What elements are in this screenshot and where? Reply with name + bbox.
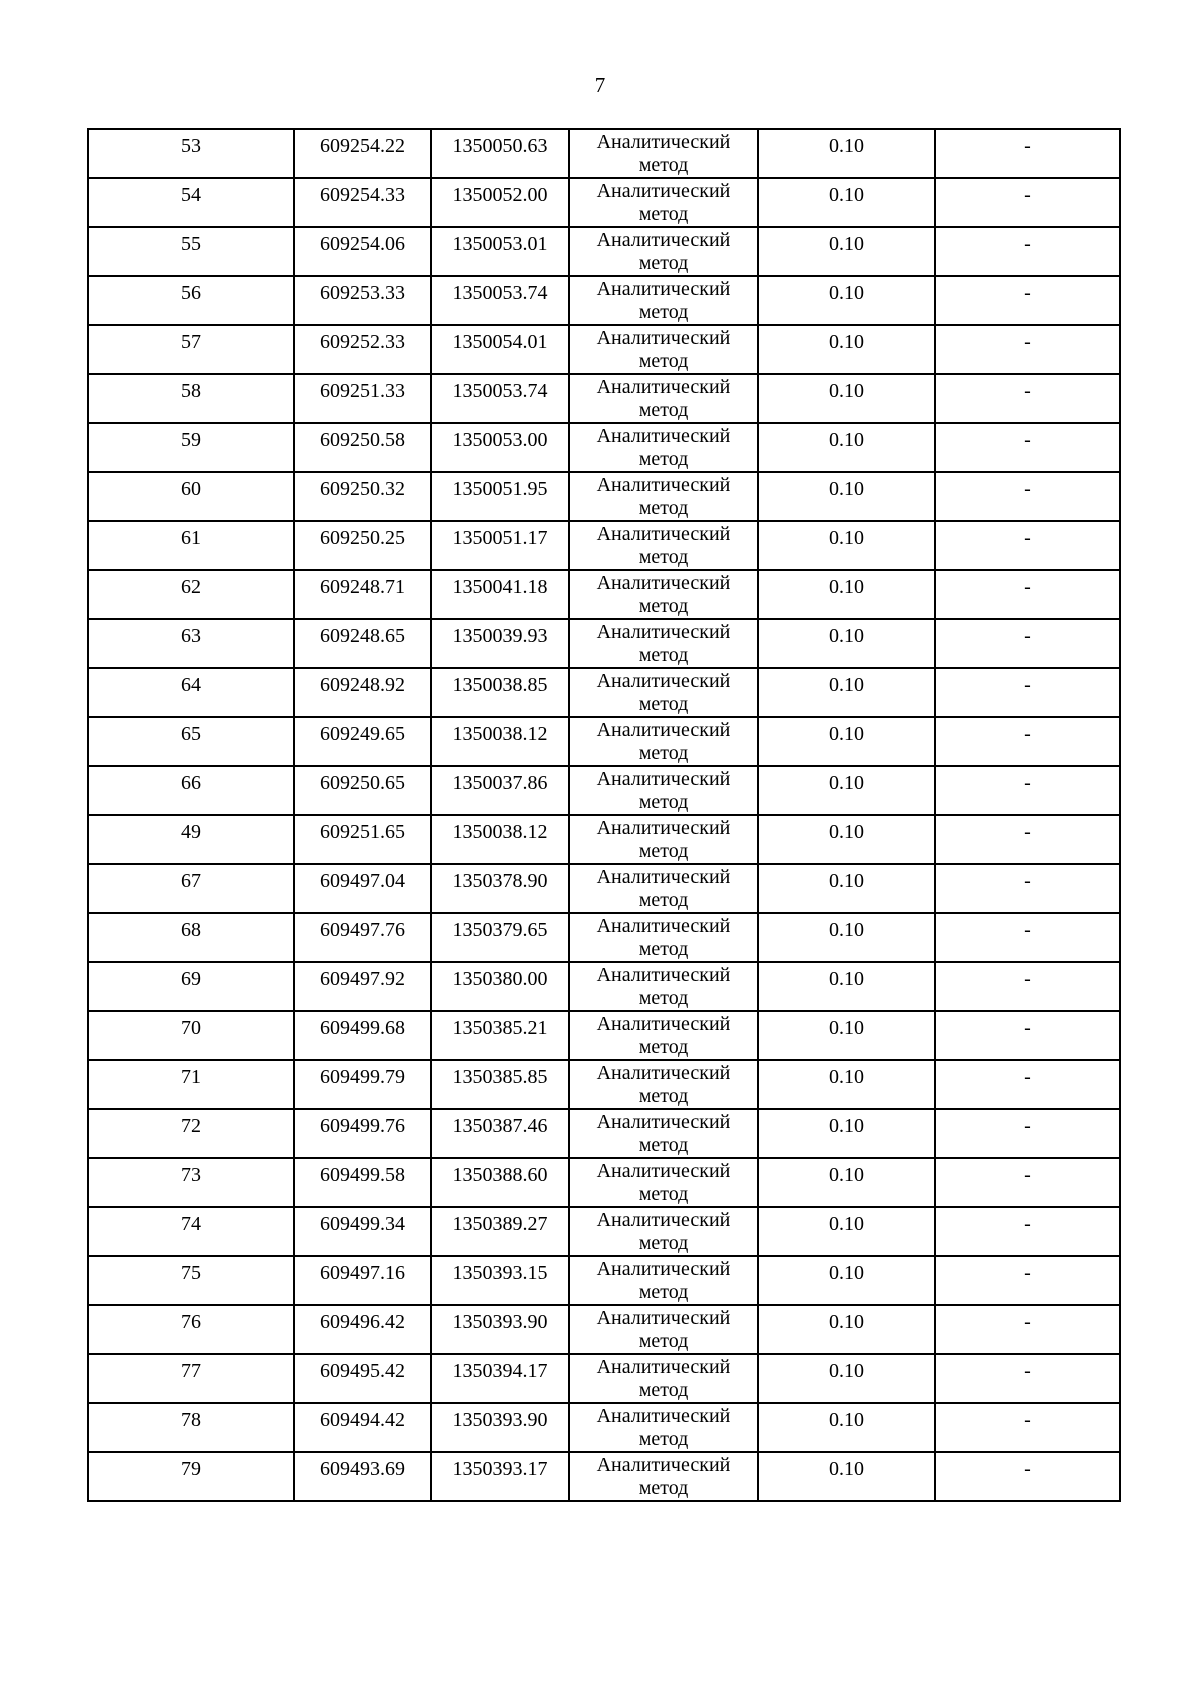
accuracy-cell: 0.10 — [758, 129, 935, 178]
y-coordinate-cell: 1350041.18 — [431, 570, 569, 619]
y-coordinate-cell: 1350053.00 — [431, 423, 569, 472]
point-number-cell: 56 — [88, 276, 294, 325]
table-row — [88, 1354, 1120, 1403]
table-row — [88, 962, 1120, 1011]
y-coordinate-cell: 1350393.17 — [431, 1452, 569, 1501]
method-text-line2: метод — [638, 1477, 689, 1499]
method-text-line2: метод — [638, 350, 689, 372]
accuracy-cell: 0.10 — [758, 472, 935, 521]
x-coordinate-cell: 609497.16 — [294, 1256, 431, 1305]
method-cell — [569, 1207, 758, 1256]
point-number-cell: 54 — [88, 178, 294, 227]
method-cell — [569, 1256, 758, 1305]
method-text-line1: Аналитический — [596, 523, 731, 545]
method-text-line2: метод — [638, 399, 689, 421]
point-number-cell: 68 — [88, 913, 294, 962]
point-number-cell: 53 — [88, 129, 294, 178]
method-text-line2: метод — [638, 1281, 689, 1303]
table-row — [88, 1403, 1120, 1452]
accuracy-cell: 0.10 — [758, 1207, 935, 1256]
method-text-line2: метод — [638, 1036, 689, 1058]
method-text-line2: метод — [638, 1085, 689, 1107]
note-cell: - — [935, 423, 1120, 472]
table-row — [88, 423, 1120, 472]
point-number-cell: 65 — [88, 717, 294, 766]
y-coordinate-cell: 1350393.90 — [431, 1403, 569, 1452]
accuracy-cell: 0.10 — [758, 178, 935, 227]
method-text-line1: Аналитический — [596, 915, 731, 937]
method-cell — [569, 178, 758, 227]
point-number-cell: 72 — [88, 1109, 294, 1158]
point-number-cell: 70 — [88, 1011, 294, 1060]
point-number-cell: 57 — [88, 325, 294, 374]
accuracy-cell: 0.10 — [758, 668, 935, 717]
y-coordinate-cell: 1350053.74 — [431, 276, 569, 325]
y-coordinate-cell: 1350387.46 — [431, 1109, 569, 1158]
table-row — [88, 1305, 1120, 1354]
table-row — [88, 374, 1120, 423]
x-coordinate-cell: 609493.69 — [294, 1452, 431, 1501]
y-coordinate-cell: 1350053.74 — [431, 374, 569, 423]
accuracy-cell: 0.10 — [758, 815, 935, 864]
x-coordinate-cell: 609251.65 — [294, 815, 431, 864]
method-text-line2: метод — [638, 497, 689, 519]
accuracy-cell: 0.10 — [758, 570, 935, 619]
table-row — [88, 1256, 1120, 1305]
x-coordinate-cell: 609249.65 — [294, 717, 431, 766]
method-text-line1: Аналитический — [596, 229, 731, 251]
accuracy-cell: 0.10 — [758, 227, 935, 276]
method-cell — [569, 1158, 758, 1207]
accuracy-cell: 0.10 — [758, 1109, 935, 1158]
method-text-line2: метод — [638, 840, 689, 862]
method-text-line1: Аналитический — [596, 131, 731, 153]
note-cell: - — [935, 1158, 1120, 1207]
method-cell — [569, 374, 758, 423]
point-number-cell: 49 — [88, 815, 294, 864]
method-text-line2: метод — [638, 644, 689, 666]
x-coordinate-cell: 609254.33 — [294, 178, 431, 227]
accuracy-cell: 0.10 — [758, 1256, 935, 1305]
accuracy-cell: 0.10 — [758, 1060, 935, 1109]
y-coordinate-cell: 1350394.17 — [431, 1354, 569, 1403]
method-text-line2: метод — [638, 595, 689, 617]
x-coordinate-cell: 609499.58 — [294, 1158, 431, 1207]
method-text-line2: метод — [638, 1428, 689, 1450]
method-text-line1: Аналитический — [596, 376, 731, 398]
method-cell — [569, 276, 758, 325]
accuracy-cell: 0.10 — [758, 913, 935, 962]
y-coordinate-cell: 1350379.65 — [431, 913, 569, 962]
note-cell: - — [935, 1060, 1120, 1109]
accuracy-cell: 0.10 — [758, 1011, 935, 1060]
accuracy-cell: 0.10 — [758, 325, 935, 374]
method-text-line2: метод — [638, 742, 689, 764]
x-coordinate-cell: 609497.76 — [294, 913, 431, 962]
y-coordinate-cell: 1350054.01 — [431, 325, 569, 374]
table-row — [88, 1158, 1120, 1207]
method-cell — [569, 1354, 758, 1403]
method-text-line2: метод — [638, 1183, 689, 1205]
point-number-cell: 64 — [88, 668, 294, 717]
y-coordinate-cell: 1350050.63 — [431, 129, 569, 178]
method-text-line1: Аналитический — [596, 1111, 731, 1133]
method-cell — [569, 1403, 758, 1452]
y-coordinate-cell: 1350389.27 — [431, 1207, 569, 1256]
note-cell: - — [935, 374, 1120, 423]
method-cell — [569, 619, 758, 668]
method-text-line1: Аналитический — [596, 964, 731, 986]
x-coordinate-cell: 609250.25 — [294, 521, 431, 570]
method-cell — [569, 521, 758, 570]
note-cell: - — [935, 325, 1120, 374]
method-text-line1: Аналитический — [596, 817, 731, 839]
note-cell: - — [935, 1207, 1120, 1256]
accuracy-cell: 0.10 — [758, 962, 935, 1011]
table-row — [88, 472, 1120, 521]
note-cell: - — [935, 962, 1120, 1011]
table-row — [88, 1109, 1120, 1158]
method-text-line1: Аналитический — [596, 180, 731, 202]
method-cell — [569, 1060, 758, 1109]
note-cell: - — [935, 227, 1120, 276]
method-text-line1: Аналитический — [596, 1209, 731, 1231]
method-cell — [569, 570, 758, 619]
y-coordinate-cell: 1350053.01 — [431, 227, 569, 276]
table-row — [88, 276, 1120, 325]
point-number-cell: 55 — [88, 227, 294, 276]
note-cell: - — [935, 815, 1120, 864]
accuracy-cell: 0.10 — [758, 521, 935, 570]
accuracy-cell: 0.10 — [758, 276, 935, 325]
point-number-cell: 59 — [88, 423, 294, 472]
method-text-line1: Аналитический — [596, 327, 731, 349]
method-text-line2: метод — [638, 1330, 689, 1352]
method-text-line1: Аналитический — [596, 474, 731, 496]
x-coordinate-cell: 609252.33 — [294, 325, 431, 374]
table-row — [88, 178, 1120, 227]
x-coordinate-cell: 609248.71 — [294, 570, 431, 619]
note-cell: - — [935, 129, 1120, 178]
accuracy-cell: 0.10 — [758, 423, 935, 472]
method-text-line1: Аналитический — [596, 1258, 731, 1280]
method-cell — [569, 864, 758, 913]
table-row — [88, 521, 1120, 570]
x-coordinate-cell: 609495.42 — [294, 1354, 431, 1403]
note-cell: - — [935, 1011, 1120, 1060]
note-cell: - — [935, 717, 1120, 766]
table-row — [88, 619, 1120, 668]
x-coordinate-cell: 609250.65 — [294, 766, 431, 815]
note-cell: - — [935, 668, 1120, 717]
point-number-cell: 58 — [88, 374, 294, 423]
method-cell — [569, 1011, 758, 1060]
x-coordinate-cell: 609250.58 — [294, 423, 431, 472]
method-cell — [569, 1305, 758, 1354]
x-coordinate-cell: 609250.32 — [294, 472, 431, 521]
point-number-cell: 74 — [88, 1207, 294, 1256]
method-text-line1: Аналитический — [596, 670, 731, 692]
x-coordinate-cell: 609499.34 — [294, 1207, 431, 1256]
accuracy-cell: 0.10 — [758, 717, 935, 766]
method-text-line1: Аналитический — [596, 425, 731, 447]
y-coordinate-cell: 1350393.15 — [431, 1256, 569, 1305]
method-cell — [569, 472, 758, 521]
x-coordinate-cell: 609499.68 — [294, 1011, 431, 1060]
method-text-line2: метод — [638, 546, 689, 568]
method-text-line2: метод — [638, 448, 689, 470]
x-coordinate-cell: 609497.04 — [294, 864, 431, 913]
x-coordinate-cell: 609254.22 — [294, 129, 431, 178]
table-row — [88, 1011, 1120, 1060]
point-number-cell: 63 — [88, 619, 294, 668]
note-cell: - — [935, 1452, 1120, 1501]
method-cell — [569, 962, 758, 1011]
table-row — [88, 913, 1120, 962]
table-row — [88, 1207, 1120, 1256]
method-cell — [569, 668, 758, 717]
x-coordinate-cell: 609497.92 — [294, 962, 431, 1011]
method-text-line1: Аналитический — [596, 1160, 731, 1182]
method-cell — [569, 815, 758, 864]
y-coordinate-cell: 1350380.00 — [431, 962, 569, 1011]
method-text-line2: метод — [638, 791, 689, 813]
method-text-line1: Аналитический — [596, 1405, 731, 1427]
method-text-line2: метод — [638, 1379, 689, 1401]
point-number-cell: 61 — [88, 521, 294, 570]
y-coordinate-cell: 1350378.90 — [431, 864, 569, 913]
x-coordinate-cell: 609499.76 — [294, 1109, 431, 1158]
note-cell: - — [935, 276, 1120, 325]
accuracy-cell: 0.10 — [758, 766, 935, 815]
table-row — [88, 717, 1120, 766]
method-cell — [569, 913, 758, 962]
y-coordinate-cell: 1350038.12 — [431, 815, 569, 864]
y-coordinate-cell: 1350052.00 — [431, 178, 569, 227]
method-text-line1: Аналитический — [596, 1454, 731, 1476]
x-coordinate-cell: 609499.79 — [294, 1060, 431, 1109]
table-row — [88, 815, 1120, 864]
note-cell: - — [935, 1354, 1120, 1403]
point-number-cell: 77 — [88, 1354, 294, 1403]
method-text-line1: Аналитический — [596, 768, 731, 790]
y-coordinate-cell: 1350385.85 — [431, 1060, 569, 1109]
table-row — [88, 1452, 1120, 1501]
method-text-line1: Аналитический — [596, 1356, 731, 1378]
method-cell — [569, 423, 758, 472]
point-number-cell: 73 — [88, 1158, 294, 1207]
point-number-cell: 75 — [88, 1256, 294, 1305]
method-text-line2: метод — [638, 1232, 689, 1254]
page-number: 7 — [594, 73, 606, 97]
point-number-cell: 71 — [88, 1060, 294, 1109]
note-cell: - — [935, 864, 1120, 913]
x-coordinate-cell: 609248.92 — [294, 668, 431, 717]
x-coordinate-cell: 609251.33 — [294, 374, 431, 423]
y-coordinate-cell: 1350051.95 — [431, 472, 569, 521]
point-number-cell: 62 — [88, 570, 294, 619]
note-cell: - — [935, 766, 1120, 815]
x-coordinate-cell: 609248.65 — [294, 619, 431, 668]
accuracy-cell: 0.10 — [758, 619, 935, 668]
y-coordinate-cell: 1350385.21 — [431, 1011, 569, 1060]
method-text-line1: Аналитический — [596, 1062, 731, 1084]
note-cell: - — [935, 913, 1120, 962]
coordinates-table — [87, 128, 1121, 1502]
note-cell: - — [935, 619, 1120, 668]
note-cell: - — [935, 472, 1120, 521]
y-coordinate-cell: 1350038.85 — [431, 668, 569, 717]
method-cell — [569, 766, 758, 815]
method-text-line2: метод — [638, 987, 689, 1009]
method-text-line2: метод — [638, 301, 689, 323]
point-number-cell: 60 — [88, 472, 294, 521]
point-number-cell: 79 — [88, 1452, 294, 1501]
table-row — [88, 570, 1120, 619]
method-cell — [569, 1452, 758, 1501]
coordinates-table-body — [88, 129, 1120, 1501]
note-cell: - — [935, 1403, 1120, 1452]
note-cell: - — [935, 1305, 1120, 1354]
method-text-line2: метод — [638, 252, 689, 274]
accuracy-cell: 0.10 — [758, 864, 935, 913]
method-cell — [569, 1109, 758, 1158]
x-coordinate-cell: 609254.06 — [294, 227, 431, 276]
method-cell — [569, 325, 758, 374]
x-coordinate-cell: 609496.42 — [294, 1305, 431, 1354]
table-row — [88, 864, 1120, 913]
table-row — [88, 325, 1120, 374]
point-number-cell: 69 — [88, 962, 294, 1011]
method-text-line1: Аналитический — [596, 572, 731, 594]
method-text-line1: Аналитический — [596, 866, 731, 888]
method-cell — [569, 129, 758, 178]
accuracy-cell: 0.10 — [758, 374, 935, 423]
y-coordinate-cell: 1350388.60 — [431, 1158, 569, 1207]
table-row — [88, 227, 1120, 276]
point-number-cell: 78 — [88, 1403, 294, 1452]
note-cell: - — [935, 521, 1120, 570]
y-coordinate-cell: 1350038.12 — [431, 717, 569, 766]
table-row — [88, 1060, 1120, 1109]
method-text-line1: Аналитический — [596, 278, 731, 300]
method-text-line2: метод — [638, 938, 689, 960]
table-row — [88, 129, 1120, 178]
note-cell: - — [935, 1109, 1120, 1158]
accuracy-cell: 0.10 — [758, 1354, 935, 1403]
accuracy-cell: 0.10 — [758, 1403, 935, 1452]
note-cell: - — [935, 1256, 1120, 1305]
y-coordinate-cell: 1350039.93 — [431, 619, 569, 668]
note-cell: - — [935, 570, 1120, 619]
method-text-line1: Аналитический — [596, 1307, 731, 1329]
method-text-line2: метод — [638, 693, 689, 715]
table-row — [88, 668, 1120, 717]
method-cell — [569, 227, 758, 276]
y-coordinate-cell: 1350051.17 — [431, 521, 569, 570]
point-number-cell: 76 — [88, 1305, 294, 1354]
method-text-line1: Аналитический — [596, 1013, 731, 1035]
method-cell — [569, 717, 758, 766]
note-cell: - — [935, 178, 1120, 227]
point-number-cell: 67 — [88, 864, 294, 913]
point-number-cell: 66 — [88, 766, 294, 815]
method-text-line1: Аналитический — [596, 621, 731, 643]
method-text-line2: метод — [638, 1134, 689, 1156]
method-text-line2: метод — [638, 154, 689, 176]
y-coordinate-cell: 1350393.90 — [431, 1305, 569, 1354]
accuracy-cell: 0.10 — [758, 1305, 935, 1354]
x-coordinate-cell: 609494.42 — [294, 1403, 431, 1452]
table-row — [88, 766, 1120, 815]
method-text-line2: метод — [638, 889, 689, 911]
accuracy-cell: 0.10 — [758, 1452, 935, 1501]
method-text-line1: Аналитический — [596, 719, 731, 741]
method-text-line2: метод — [638, 203, 689, 225]
accuracy-cell: 0.10 — [758, 1158, 935, 1207]
x-coordinate-cell: 609253.33 — [294, 276, 431, 325]
y-coordinate-cell: 1350037.86 — [431, 766, 569, 815]
